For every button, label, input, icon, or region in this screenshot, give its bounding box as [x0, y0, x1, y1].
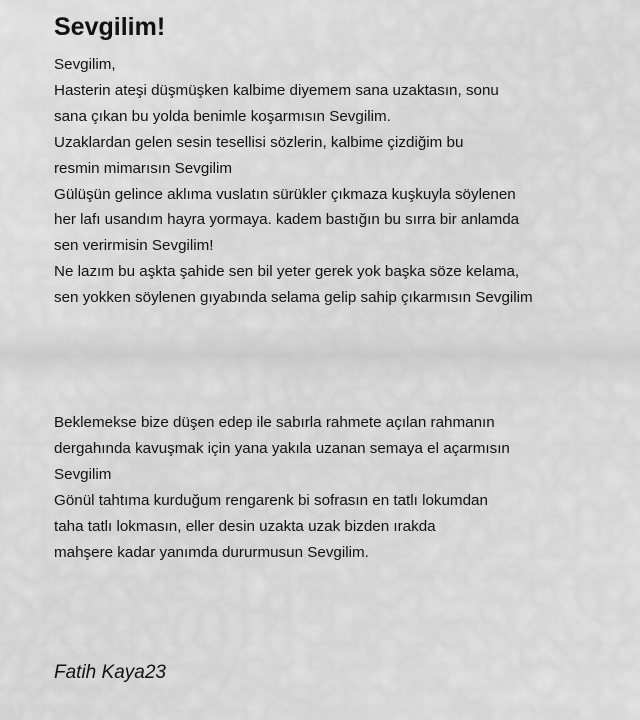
poem-line: resmin mimarısın Sevgilim: [54, 159, 233, 177]
poem-line: Sevgilim: [54, 465, 112, 483]
poem-line: sen verirmisin Sevgilim!: [54, 237, 214, 255]
poem-line: Sevgilim,: [54, 56, 116, 73]
poem-line: Hasterin ateşi düşmüşken kalbime diyemem sana uzaktasın, sonu: [54, 81, 499, 99]
poem-stanza-2: [54, 410, 510, 565]
poem-line: Gülüşün gelince aklıma vuslatın sürükler çıkmaza kuşkuyla söylenen: [54, 185, 516, 203]
poem-line: taha tatlı lokmasın, eller desin uzakta uzak bizden ırakda: [54, 517, 436, 535]
poem-line: Gönül tahtıma kurduğum rengarenk bi sofrasın en tatlı lokumdan: [54, 491, 488, 509]
poem-author: Fatih Kaya23: [54, 662, 166, 683]
poem-line: mahşere kadar yanımda dururmusun Sevgilim.: [54, 543, 369, 561]
poem-line: sen yokken söylenen gıyabında selama gelip sahip çıkarmısın Sevgilim: [54, 289, 533, 307]
poem-stanza-1: [54, 52, 533, 311]
poem-line: Ne lazım bu aşkta şahide sen bil yeter gerek yok başka söze kelama,: [54, 263, 520, 281]
poem-line: her lafı usandım hayra yormaya. kadem bastığın bu sırra bir anlamda: [54, 211, 520, 229]
poem-line: sana çıkan bu yolda benimle koşarmısın Sevgilim.: [54, 107, 391, 125]
poem-title: Sevgilim!: [54, 13, 166, 41]
poem-line: Uzaklardan gelen sesin tesellisi sözlerin, kalbime çizdiğim bu: [54, 133, 464, 151]
poem-line: dergahında kavuşmak için yana yakıla uzanan semaya el açarmısın: [54, 439, 510, 457]
poem-line: Beklemekse bize düşen edep ile sabırla rahmete açılan rahmanın: [54, 414, 495, 431]
